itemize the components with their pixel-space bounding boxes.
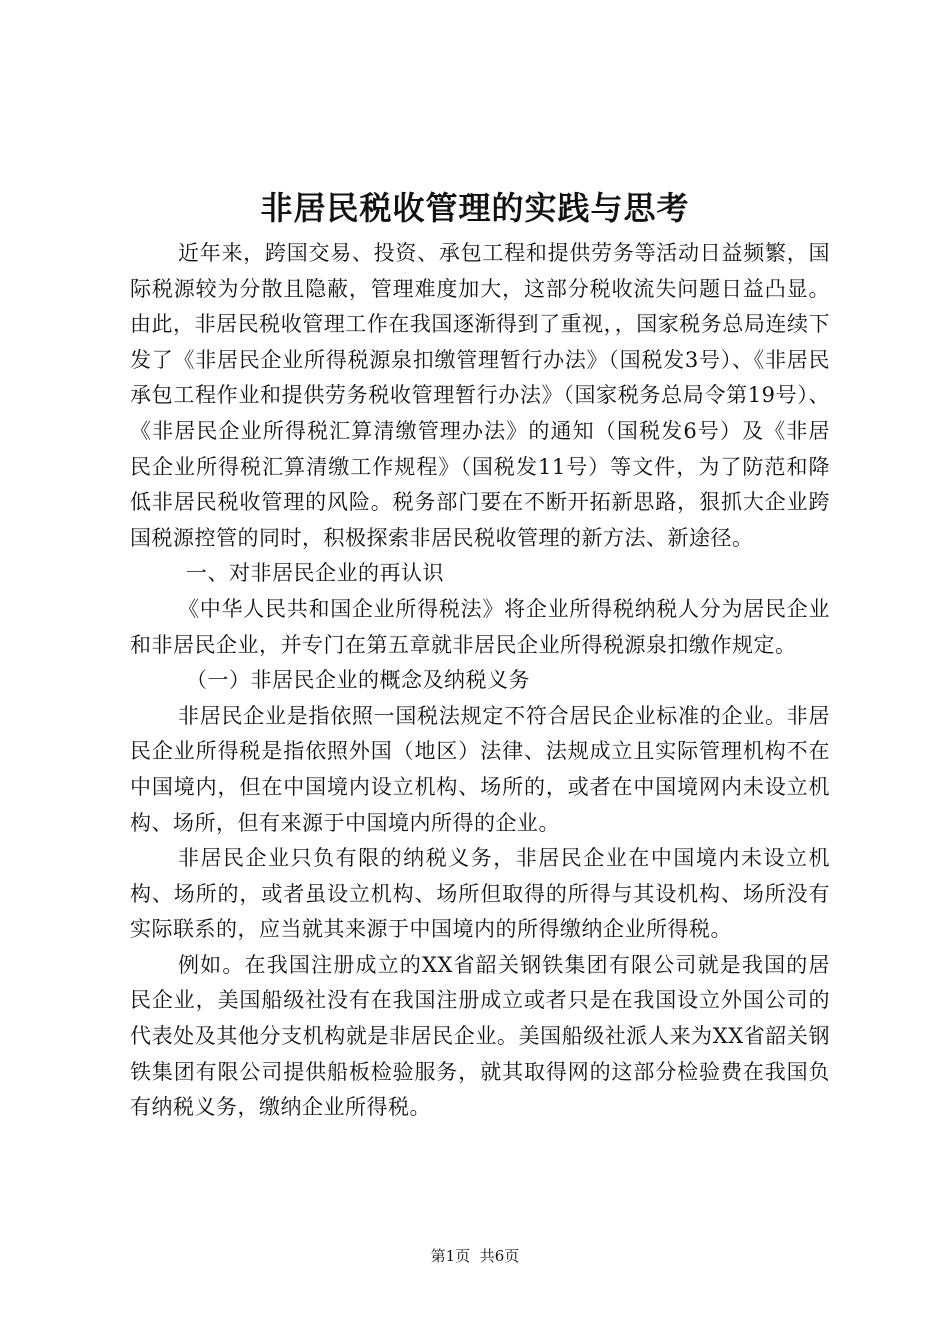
page-total: 共6页 [479, 1247, 520, 1265]
document-body [130, 236, 830, 1126]
page-number: 第1页 [430, 1247, 471, 1265]
paragraph-definition: 非居民企业是指依照一国税法规定不符合居民企业标准的企业。非居民企业所得税是指依照外国（地区）法律、法规成立且实际管理机构不在中国境内，但在中国境内设立机构、场所的，或者在中国境网内未设立机构、场所，但有来源于中国境内所得的企业。 [130, 703, 830, 835]
section-heading-1: 一、对非居民企业的再认识 [186, 561, 444, 586]
paragraph-intro: 近年来，跨国交易、投资、承包工程和提供劳务等活动日益频繁，国际税源较为分散且隐蔽，管理难度加大，这部分税收流失问题日益凸显。由此，非居民税收管理工作在我国逐渐得到了重视，，国家税务总局连续下发了《非居民企业所得税源泉扣缴管理暂行办法》（国税发3号）、《非居民承包工程作业和提供劳务税收管理暂行办法》（国家税务总局令第19号）、《非居民企业所得税汇算清缴管理办法》的通知（国税发6号）及《非居民企业所得税汇算清缴工作规程》（国税发11号）等文件，为了防范和降低非居民税收管理的风险。税务部门要在不断开拓新思路，狠抓大企业跨国税源控管的同时，积极探索非居民税收管理的新方法、新途径。 [130, 241, 830, 550]
document-title: 非居民税收管理的实践与思考 [260, 189, 690, 227]
subsection-heading-1: （一）非居民企业的概念及纳税义务 [186, 668, 530, 693]
paragraph-law: 《中华人民共和国企业所得税法》将企业所得税纳税人分为居民企业和非居民企业，并专门在第五章就非居民企业所得税源泉扣缴作规定。 [130, 596, 830, 657]
paragraph-example: 例如。在我国注册成立的XX省韶关钢铁集团有限公司就是我国的居民企业，美国船级社没有在我国注册成立或者只是在我国设立外国公司的代表处及其他分支机构就是非居民企业。美国船级社派人来为XX省韶关钢铁集团有限公司提供船板检验服务，就其取得网的这部分检验费在我国负有纳税义务，缴纳企业所得税。 [130, 952, 830, 1120]
paragraph-obligation: 非居民企业只负有限的纳税义务，非居民企业在中国境内未设立机构、场所的，或者虽设立机构、场所但取得的所得与其设机构、场所没有实际联系的，应当就其来源于中国境内的所得缴纳企业所得税。 [130, 846, 830, 942]
page-footer [0, 1245, 950, 1267]
